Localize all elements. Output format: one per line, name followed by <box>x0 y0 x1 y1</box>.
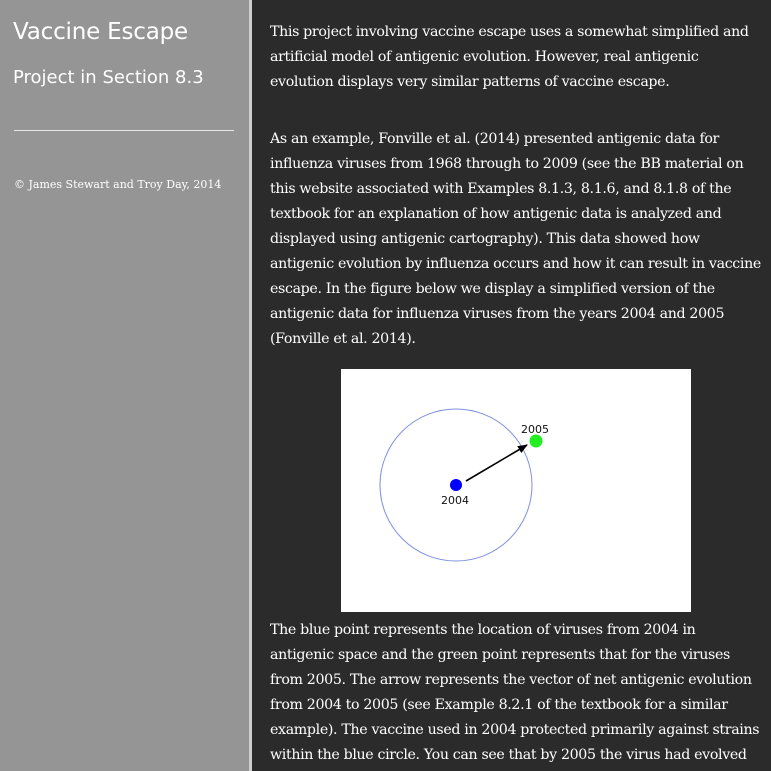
example-paragraph: As an example, Fonville et al. (2014) presented antigenic data for influenza viruses from 1968 through to 2009 (see the BB material on this website associated with Examples 8.1.3, 8.1.6, and 8.1.8 of the textbook for an explanation of how antigenic data is analyzed and displayed using antigenic cartography). This data showed how antigenic evolution by influenza occurs and how it can result in vaccine escape. In the figure below we display a simplified version of the antigenic data for influenza viruses from the years 2004 and 2005 (Fonville et al. 2014). <box>270 131 761 347</box>
evolution-vector-arrow <box>466 445 527 481</box>
sidebar-divider <box>14 130 234 131</box>
explanation-paragraph: The blue point represents the location of viruses from 2004 in antigenic space and the green point represents that for the viruses from 2005. The arrow represents the vector of net antigenic evolution from 2004 to 2005 (see Example 8.2.1 of the textbook for a similar example). The vaccine used in 2004 protected primarily against strains within the blue circle. You can see that by 2005 the virus had evolved <box>270 622 760 763</box>
label-2004: 2004 <box>441 494 469 507</box>
sidebar <box>0 0 249 771</box>
point-2005 <box>530 435 543 448</box>
main-content <box>270 20 762 768</box>
sidebar-border <box>249 0 252 771</box>
antigenic-map <box>341 369 691 612</box>
label-2005: 2005 <box>521 423 549 436</box>
page-title: Vaccine Escape <box>13 19 188 45</box>
page-subtitle: Project in Section 8.3 <box>13 67 204 88</box>
intro-paragraph: This project involving vaccine escape uses a somewhat simplified and artificial model of antigenic evolution. However, real antigenic evolution displays very similar patterns of vaccine escape. <box>270 24 749 90</box>
antigenic-figure <box>341 369 691 612</box>
copyright-notice: © James Stewart and Troy Day, 2014 <box>14 178 222 191</box>
point-2004 <box>450 479 462 491</box>
